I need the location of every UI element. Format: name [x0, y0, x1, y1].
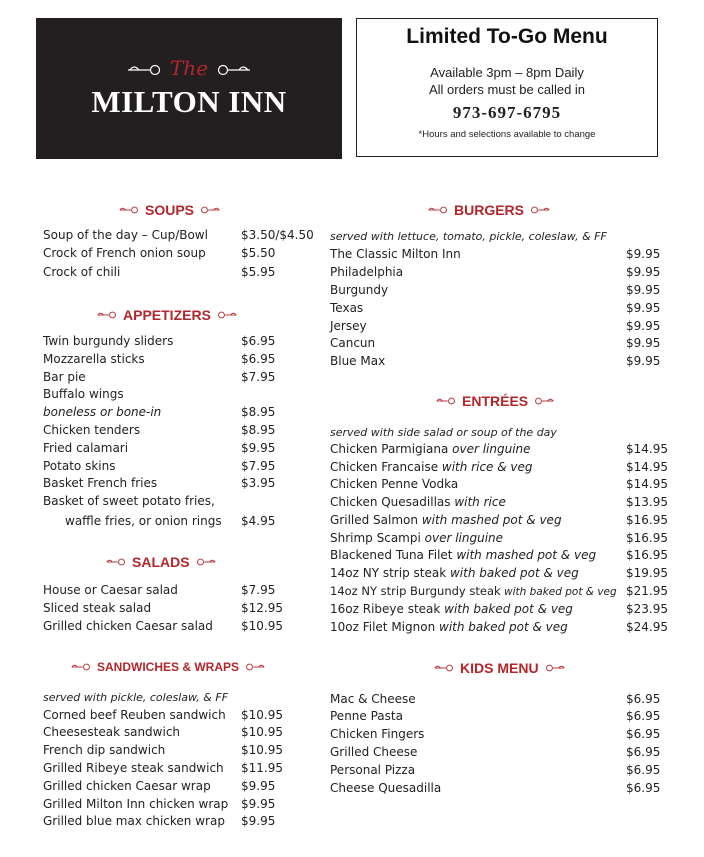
menu-title: Limited To-Go Menu [406, 25, 608, 48]
ornament-right-icon [195, 557, 217, 567]
ornament-left-icon [435, 396, 457, 406]
ornament-right-icon [529, 205, 551, 215]
ornament-left-icon [427, 205, 449, 215]
ornament-left-icon [433, 663, 455, 673]
soups-heading: SOUPS [113, 202, 226, 218]
ornament-right-icon [544, 663, 566, 673]
ornament-right-icon [244, 662, 266, 672]
entrees-note: served with side salad or soup of the day [330, 426, 557, 439]
phone-number[interactable]: 973-697-6795 [452, 103, 562, 122]
ornament-left-icon [118, 205, 140, 215]
kids-heading: KIDS MENU [428, 660, 571, 676]
call-text: All orders must be called in [428, 82, 586, 97]
hours-text: Available 3pm – 8pm Daily [430, 65, 584, 80]
sandwiches-note: served with pickle, coleslaw, & FF [43, 691, 229, 704]
ornament-left-icon [70, 662, 92, 672]
logo [36, 18, 342, 159]
ornament-left-icon [96, 310, 118, 320]
appetizers-heading: APPETIZERS [91, 307, 243, 323]
salads-heading: SALADS [100, 554, 222, 570]
burgers-note: served with lettuce, tomato, pickle, coleslaw, & FF [330, 230, 607, 243]
burgers-heading: BURGERS [422, 202, 556, 218]
ornament-right-icon [533, 396, 555, 406]
info-box [356, 18, 658, 157]
ornament-right-icon [216, 310, 238, 320]
ornament-left-icon [105, 557, 127, 567]
logo-the: The [169, 56, 209, 80]
flourish-left-icon [126, 63, 164, 77]
sandwiches-heading: SANDWICHES & WRAPS [65, 660, 271, 674]
entrees-heading: ENTRÉES [430, 393, 560, 409]
flourish-right-icon [214, 63, 252, 77]
logo-name: MILTON INN [91, 84, 287, 119]
disclaimer: *Hours and selections available to change [418, 129, 596, 140]
ornament-right-icon [199, 205, 221, 215]
